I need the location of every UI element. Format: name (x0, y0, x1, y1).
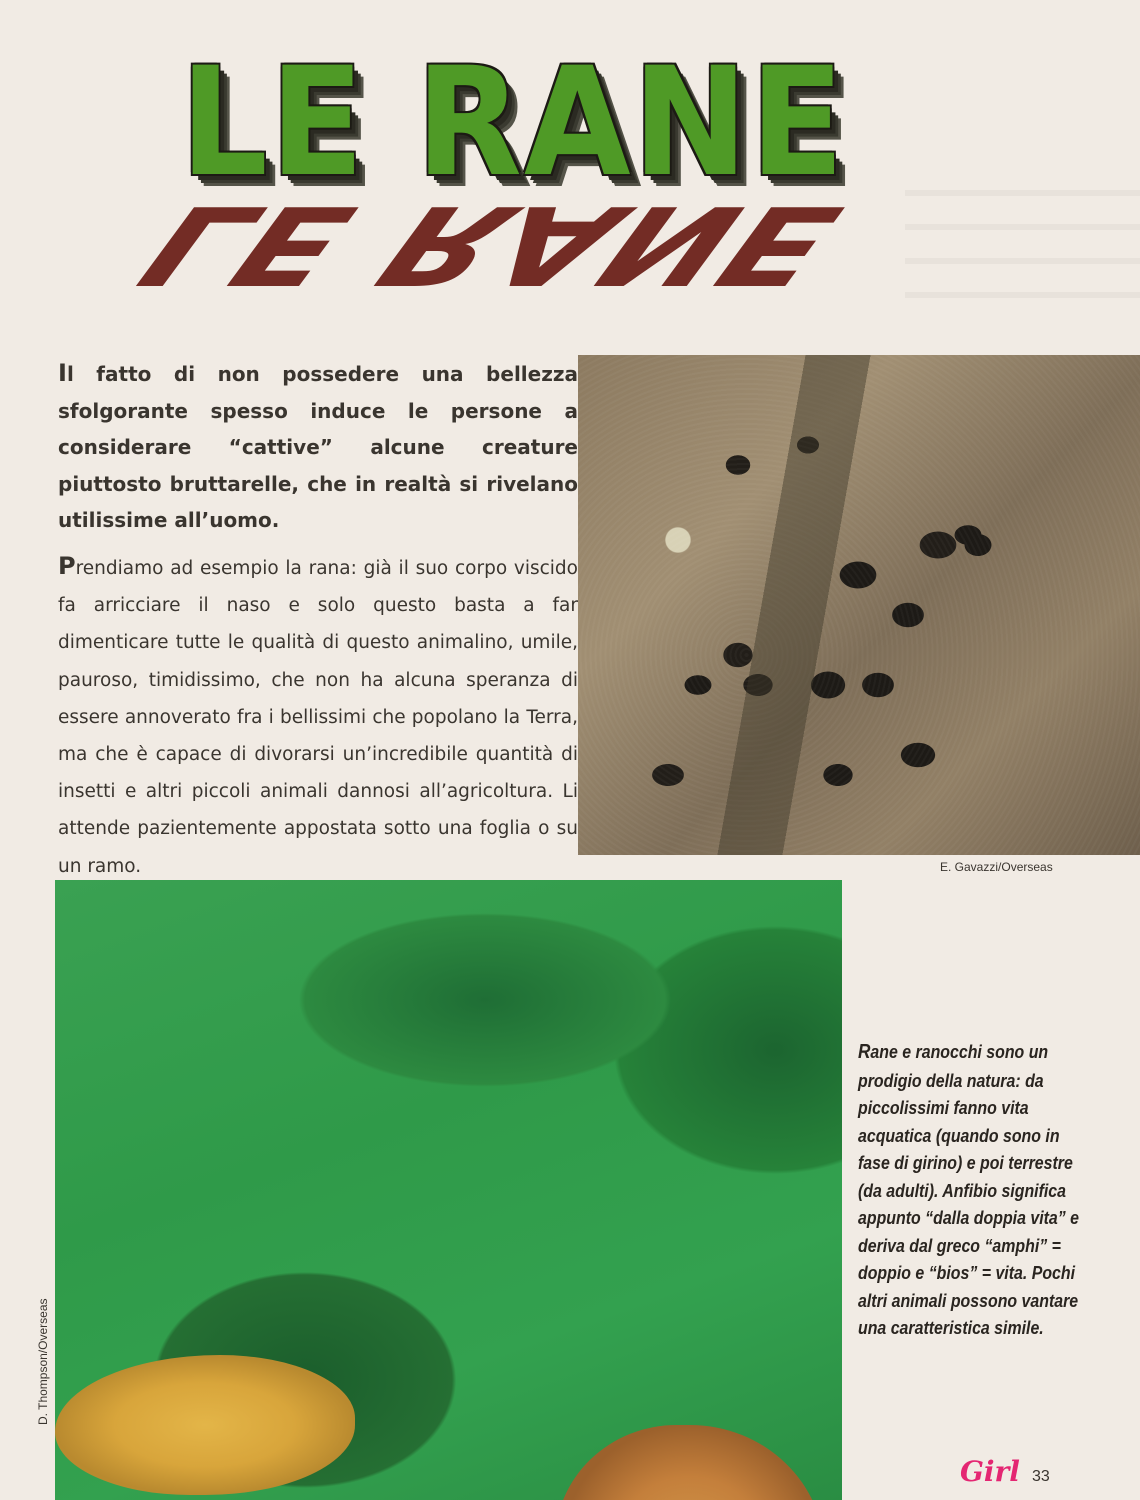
tadpoles-photo-credit: E. Gavazzi/Overseas (940, 860, 1053, 874)
lead-dropcap: I (58, 359, 67, 387)
page-footer (960, 1455, 1050, 1488)
page-number: 33 (1031, 1468, 1050, 1485)
frogs-photo-credit: D. Thompson/Overseas (36, 1298, 50, 1425)
tadpoles-photo (578, 355, 1140, 855)
headline: LE RANE (180, 36, 846, 210)
photo-caption (858, 1038, 1082, 1342)
headline-reflection (107, 94, 986, 307)
bleed-through-text (905, 190, 1140, 320)
body-text: rendiamo ad esempio la rana: già il suo corpo viscido fa arricciare il naso e solo questo basta a far dimenticare tutte le qualità di questo animalino, umile, pauroso, timidissimo, che non ha alcuna speranza di essere annoverato fra i bellissimi che popolano la Terra, ma che è capace di divorarsi un’incredibile quantità di insetti e altri piccoli animali dannosi all’agricoltura. Li attende pazientemente appostata sotto una foglia o su un ramo. (58, 558, 578, 877)
lead-paragraph (58, 355, 578, 539)
headline-reflection-text: LE RANE (107, 181, 875, 307)
frogs-photo (55, 880, 842, 1500)
body-paragraph (58, 548, 578, 885)
magazine-logo: Girl (960, 1455, 1020, 1488)
body-dropcap: P (58, 552, 76, 580)
caption-text: ane e ranocchi sono un prodigio della natura: da piccolissimi fanno vita acquatica (quando sono in fase di girino) e poi terrestre (da adulti). Anfibio significa appunto “dalla doppia vita” e deriva dal greco “amphi” = doppio e “bios” = vita. Pochi altri animali possono vantare una caratteristica simile. (858, 1041, 1079, 1338)
lead-text: l fatto di non possedere una bellezza sfolgorante spesso induce le persone a considerare “cattive” alcune creature piuttosto bruttarelle, che in realtà si rivelano utilissime all’uomo. (58, 362, 578, 532)
caption-dropcap: R (858, 1041, 871, 1063)
yellow-frog (55, 1355, 355, 1495)
orange-frog (555, 1425, 825, 1500)
